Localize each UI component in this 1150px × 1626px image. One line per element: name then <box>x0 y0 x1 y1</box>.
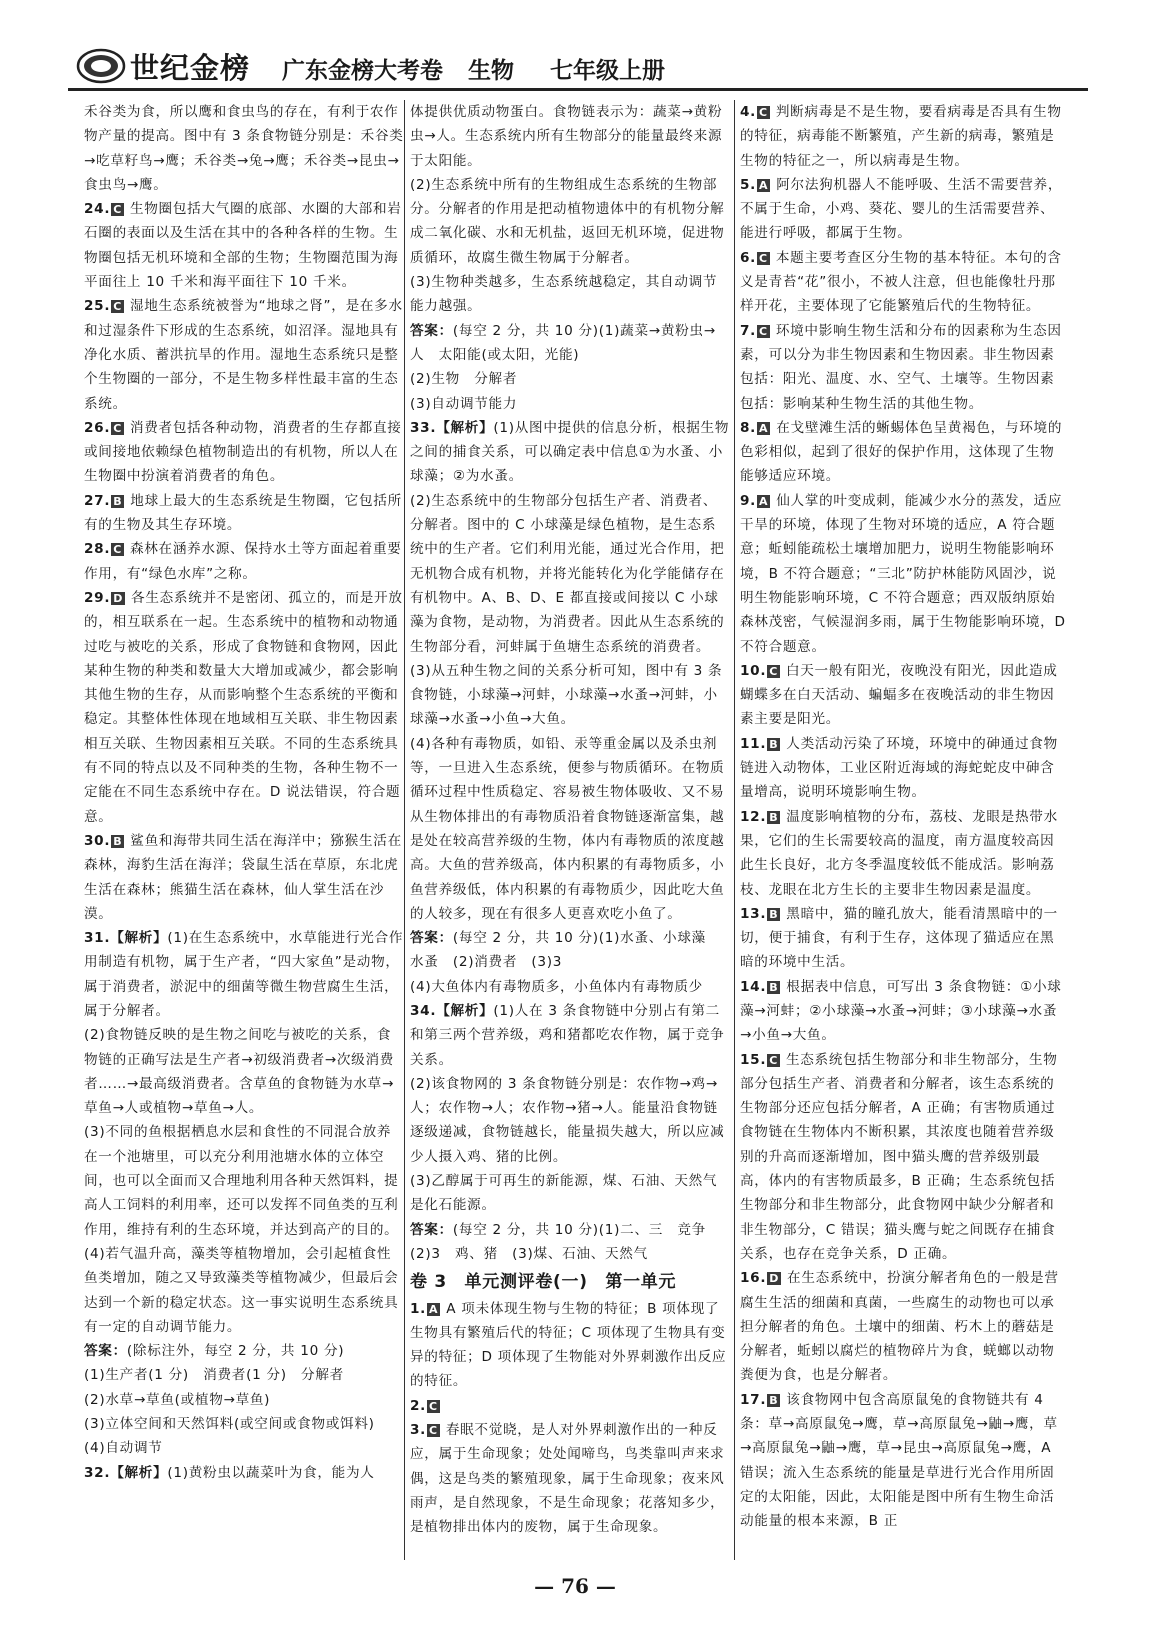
question-number: 32. <box>84 1464 111 1481</box>
answer-choice-badge: A <box>759 178 769 192</box>
answer-paragraph <box>84 1023 404 1120</box>
answer-paragraph <box>410 100 730 173</box>
answer-key-text: (2)水草→草鱼(或植物→草鱼) <box>84 1391 271 1408</box>
answer-paragraph <box>740 319 1068 416</box>
answer-choice-badge: C <box>113 543 122 557</box>
answer-choice-badge: B <box>769 907 779 921</box>
question-number: 31. <box>84 930 111 947</box>
answer-item <box>740 489 1068 659</box>
explanation-text: (2)生态系统中的生物部分包括生产者、消费者、分解者。图中的 C 小球藻是绿色植物，是生态系统中的生产者。它们利用光能，通过光合作用，把无机物合成有机物，并将光能转化为化学能储存在有机物中。A、B、D、E 都直接或间接以 C 小球藻为食物，是动物，为消费者。因此从生态系统的生物部分看，河蚌属于鱼塘生态系统的消费者。 <box>410 492 725 655</box>
answer-choice-badge: C <box>759 324 768 338</box>
answer-item <box>740 659 1068 732</box>
analysis-tag: 【解析】 <box>110 930 168 947</box>
answer-key-line <box>84 1436 404 1460</box>
analysis-tag: 【解析】 <box>110 1464 168 1481</box>
answer-item <box>84 489 404 538</box>
question-number: 13. <box>740 905 767 922</box>
explanation-text: (3)生物种类越多，生态系统越稳定，其自动调节能力越强。 <box>410 274 718 315</box>
brand-logo-icon <box>76 48 126 84</box>
question-number: 24. <box>84 201 111 218</box>
answer-item <box>410 100 730 416</box>
answer-item <box>740 805 1068 902</box>
answer-item <box>740 902 1068 975</box>
answer-choice-badge: C <box>113 300 122 314</box>
answer-item <box>740 975 1068 1048</box>
explanation-text: 黑暗中，猫的瞳孔放大，能看清黑暗中的一切，便于捕食，有利于生存，这体现了猫适应在黑暗的环境中生活。 <box>740 905 1058 971</box>
answer-item <box>740 732 1068 805</box>
answer-item <box>410 1297 730 1394</box>
analysis-tag: 【解析】 <box>436 1002 494 1019</box>
explanation-text: 地球上最大的生态系统是生物圈，它包括所有的生物及其生存环境。 <box>84 492 402 534</box>
answer-choice-badge: C <box>113 203 122 217</box>
explanation-text: (2)生态系统中所有的生物组成生态系统的生物部分。分解者的作用是把动植物遗体中的有机物分解成二氧化碳、水和无机盐，返回无机环境，促进物质循环，故腐生微生物属于分解者。 <box>410 176 725 266</box>
answer-paragraph <box>410 270 730 319</box>
column-divider <box>404 100 405 1560</box>
answer-choice-badge: C <box>113 421 122 435</box>
answer-label: 答案： <box>84 1343 127 1360</box>
brand-name: 世纪金榜 <box>130 51 251 85</box>
answer-paragraph <box>84 416 404 489</box>
question-number: 10. <box>740 662 767 679</box>
question-number: 14. <box>740 978 767 995</box>
question-number: 12. <box>740 808 767 825</box>
answer-label: 答案： <box>410 1221 453 1238</box>
answer-key-text: (每空 2 分，共 10 分)(1)二、三 竞争 (2)3 鸡、猪 (3)煤、石油、天然气 <box>410 1221 721 1262</box>
answer-item <box>84 926 404 1461</box>
answer-paragraph <box>410 173 730 270</box>
answer-paragraph <box>740 659 1068 732</box>
explanation-text: 森林在涵养水源、保持水土等方面起着重要作用，有“绿色水库”之称。 <box>84 541 402 582</box>
answer-paragraph <box>84 489 404 538</box>
answer-paragraph <box>740 975 1068 1048</box>
grade-label: 七年级上册 <box>550 57 665 84</box>
answer-paragraph <box>410 999 730 1072</box>
question-number: 1. <box>410 1300 427 1317</box>
answer-key-line <box>410 926 730 975</box>
answer-choice-badge: A <box>759 494 769 508</box>
explanation-text: 春眠不觉晓，是人对外界刺激作出的一种反应，属于生命现象；处处闻啼鸟，鸟类靠叫声来求偶，这是鸟类的繁殖现象，属于生命现象；夜来风雨声，是自然现象，不是生命现象；花落知多少，是植物排出体内的废物，属于生命现象。 <box>410 1422 725 1536</box>
answer-item <box>740 1048 1068 1267</box>
answer-paragraph <box>740 173 1068 246</box>
explanation-text: 判断病毒是不是生物，要看病毒是否具有生物的特征，病毒能不断繁殖，产生新的病毒，繁殖是生物的特征之一，所以病毒是生物。 <box>740 104 1062 169</box>
question-number: 4. <box>740 104 757 120</box>
answer-item <box>84 100 404 197</box>
answer-key-line <box>84 1339 404 1363</box>
answer-key-line <box>84 1363 404 1387</box>
answer-item <box>84 416 404 489</box>
question-number: 33. <box>410 419 437 436</box>
question-number: 6. <box>740 249 757 266</box>
explanation-text: 在生态系统中，扮演分解者角色的一般是营腐生生活的细菌和真菌，一些腐生的动物也可以承担分解者的角色。土壤中的细菌、朽木上的蘑菇是分解者，蚯蚓以腐烂的植物碎片为食，蜣螂以动物粪便为食，也是分解者。 <box>740 1270 1059 1384</box>
explanation-text: 湿地生态系统被誉为“地球之肾”，是在多水和过湿条件下形成的生态系统，如沼泽。湿地具有净化水质、蓄洪抗旱的作用。湿地生态系统只是整个生物圈的一部分，不是生物多样性最丰富的生态系统。 <box>84 298 403 412</box>
column-divider <box>734 100 735 1560</box>
answer-choice-badge: D <box>113 591 124 605</box>
answer-paragraph <box>84 829 404 926</box>
answer-key-line <box>410 1218 730 1267</box>
answer-paragraph <box>410 1418 730 1539</box>
answer-choice-badge: B <box>769 737 779 751</box>
answer-paragraph <box>410 416 730 489</box>
answer-key-text: (除标注外，每空 2 分，共 10 分) <box>126 1343 345 1360</box>
explanation-text: 鲨鱼和海带共同生活在海洋中；猕猴生活在森林，海豹生活在海洋；袋鼠生活在草原，东北虎生活在森林；熊猫生活在森林，仙人掌生活在沙漠。 <box>84 832 402 922</box>
answer-key-text: (2)生物 分解者 <box>410 371 518 388</box>
answer-item <box>410 1418 730 1539</box>
explanation-text: 体提供优质动物蛋白。食物链表示为：蔬菜→黄粉虫→人。生态系统内所有生物部分的能量最终来源于太阳能。 <box>410 104 723 169</box>
answer-paragraph <box>740 246 1068 319</box>
question-number: 29. <box>84 589 111 606</box>
answer-paragraph <box>410 732 730 926</box>
answer-choice-badge: C <box>769 1053 778 1067</box>
question-number: 17. <box>740 1391 767 1408</box>
explanation-text: 生物圈包括大气圈的底部、水圈的大部和岩石圈的表面以及生活在其中的各种各样的生物。生物圈包括无机环境和全部的生物；生物圈范围为海平面往上 10 千米和海平面往下 10 千米。 <box>84 201 402 291</box>
answer-paragraph <box>740 805 1068 902</box>
answer-paragraph <box>410 1169 730 1218</box>
answer-item <box>84 829 404 926</box>
explanation-text: (3)不同的鱼根据栖息水层和食性的不同混合放养在一个池塘里，可以充分利用池塘水体的立体空间，也可以全面而又合理地利用各种天然饵料，提高人工饲料的利用率，还可以发挥不同鱼类的互利作用，维持有利的生态环境，并达到高产的目的。 <box>84 1124 399 1238</box>
answer-choice-badge: C <box>429 1424 438 1438</box>
question-number: 30. <box>84 832 111 849</box>
column-left <box>84 100 404 1485</box>
answer-key-text: (4)大鱼体内有毒物质多，小鱼体内有毒物质少 <box>410 978 703 995</box>
answer-choice-badge: B <box>769 980 779 994</box>
answer-key-text: (每空 2 分，共 10 分)(1)水蚤、小球藻 水蚤 (2)消费者 (3)3 <box>410 930 721 971</box>
explanation-text: 该食物网中包含高原鼠兔的食物链共有 4 条：草→高原鼠兔→鹰，草→高原鼠兔→鼬→鹰，草→高原鼠兔→鼬→鹰，草→昆虫→高原鼠兔→鹰，A 错误；流入生态系统的能量是草进行光合作用所固定的太阳能，因此，太阳能是图中所有生物生命活动能量的根本来源，B 正 <box>740 1391 1058 1530</box>
question-number: 7. <box>740 322 757 339</box>
answer-paragraph <box>84 294 404 415</box>
explanation-text: (4)各种有毒物质，如铅、汞等重金属以及杀虫剂等，一旦进入生态系统，便参与物质循环。在物质循环过程中性质稳定、容易被生物体吸收、又不易从生物体排出的有毒物质沿着食物链逐渐富集，越是处在较高营养级的生物，体内有毒物质的浓度越高。大鱼的营养级高，体内积累的有毒物质多，小鱼营养级低，体内积累的有毒物质少，因此吃大鱼的人较多，现在有很多人更喜欢吃小鱼了。 <box>410 735 725 922</box>
explanation-text: 生态系统包括生物部分和非生物部分，生物部分包括生产者、消费者和分解者，该生态系统的生物部分还应包括分解者，A 正确；有害物质通过食物链在生物体内不断积累，其浓度也随着营养级别的升高而逐渐增加，图中猫头鹰的营养级别最高，体内的有害物质最多，B 正确；生态系统包括生物部分和非生物部分，此食物网中缺少分解者和非生物部分，C 错误；猫头鹰与蛇之间既存在捕食关系，也存在竞争关系，D 正确。 <box>740 1051 1058 1262</box>
answer-choice-badge: C <box>759 106 768 119</box>
explanation-text: (2)食物链反映的是生物之间吃与被吃的关系，食物链的正确写法是生产者→初级消费者→次级消费者……→最高级消费者。含草鱼的食物链为水草→草鱼→人或植物→草鱼→人。 <box>84 1027 395 1117</box>
answer-paragraph <box>84 1242 404 1339</box>
answer-choice-badge: C <box>759 251 768 265</box>
answer-item <box>84 586 404 829</box>
answer-paragraph <box>410 1072 730 1169</box>
answer-paragraph <box>740 732 1068 805</box>
explanation-text: (3)从五种生物之间的关系分析可知，图中有 3 条食物链，小球藻→河蚌，小球藻→水蚤→河蚌，小球藻→水蚤→小鱼→大鱼。 <box>410 662 723 728</box>
answer-choice-badge: C <box>769 664 778 678</box>
page-number: — 76 — <box>534 1574 616 1598</box>
answer-paragraph <box>84 1461 404 1485</box>
answer-label: 答案： <box>410 322 453 339</box>
answer-key-line <box>410 367 730 391</box>
answer-item <box>740 100 1068 173</box>
question-number: 8. <box>740 419 757 436</box>
book-title: 广东金榜大考卷 <box>282 57 443 84</box>
answer-paragraph <box>740 489 1068 659</box>
answer-choice-badge: B <box>113 494 123 508</box>
answer-paragraph <box>84 100 404 197</box>
explanation-text: (2)该食物网的 3 条食物链分别是：农作物→鸡→人；农作物→人；农作物→猪→人。能量沿食物链逐级递减，食物链越长，能量损失越大，所以应减少人摄入鸡、猪的比例。 <box>410 1075 725 1165</box>
answer-key-text: (1)生产者(1 分) 消费者(1 分) 分解者 <box>84 1367 344 1384</box>
header-rule <box>68 88 1088 91</box>
explanation-text: 本题主要考查区分生物的基本特征。本句的含义是青苔“花”很小，不被人注意，但也能像牡丹那样开花，主要体现了它能繁殖后代的生物特征。 <box>740 249 1062 315</box>
answer-paragraph <box>410 489 730 659</box>
explanation-text: 禾谷类为食，所以鹰和食虫鸟的存在，有利于农作物产量的提高。图中有 3 条食物链分别是：禾谷类→吃草籽鸟→鹰；禾谷类→兔→鹰；禾谷类→昆虫→食虫鸟→鹰。 <box>84 104 404 193</box>
answer-paragraph <box>740 1388 1068 1534</box>
explanation-text: 人类活动污染了环境，环境中的砷通过食物链进入动物体，工业区附近海域的海蛇蛇皮中砷含量增高，说明环境影响生物。 <box>740 735 1058 801</box>
question-number: 15. <box>740 1051 767 1068</box>
answer-key-line <box>84 1412 404 1436</box>
explanation-text: 阿尔法狗机器人不能呼吸、生活不需要营养，不属于生命，小鸡、葵花、婴儿的生活需要营养、能进行呼吸，都属于生物。 <box>740 176 1063 242</box>
answer-item <box>740 173 1068 246</box>
explanation-text: (1)黄粉虫以蔬菜叶为食，能为人 <box>167 1464 375 1481</box>
answer-item <box>740 1266 1068 1387</box>
answer-item <box>84 197 404 294</box>
question-number: 25. <box>84 298 111 315</box>
explanation-text: (4)若气温升高，藻类等植物增加，会引起植食性鱼类增加，随之又导致藻类等植物减少，但最后会达到一个新的稳定状态。这一事实说明生态系统具有一定的自动调节能力。 <box>84 1245 399 1335</box>
answer-paragraph <box>84 1120 404 1241</box>
explanation-text: 各生态系统并不是密闭、孤立的，而是开放的，相互联系在一起。生态系统中的植物和动物通过吃与被吃的关系，形成了食物链和食物网，因此某种生物的种类和数量大大增加或减少，都会影响其他生物的生存，从而影响整个生态系统的平衡和稳定。其整体性体现在地域相互关联、非生物因素相互关联、生物因素相互关联。不同的生态系统具有不同的特点以及不同种类的生物，各种生物不一定能在不同生态系统中存在。D 说法错误，符合题意。 <box>84 589 403 825</box>
page-header <box>68 44 1088 96</box>
question-number: 27. <box>84 492 111 509</box>
explanation-text: 温度影响植物的分布，荔枝、龙眼是热带水果，它们的生长需要较高的温度，南方温度较高因此生长良好，北方冬季温度较低不能成活。影响荔枝、龙眼在北方生长的主要非生物因素是温度。 <box>740 808 1058 898</box>
answer-choice-badge: A <box>429 1302 439 1316</box>
question-number: 34. <box>410 1002 437 1019</box>
subject-label: 生物 <box>468 57 514 84</box>
answer-key-line <box>84 1388 404 1412</box>
answer-choice-badge: B <box>769 810 779 824</box>
answer-paragraph <box>740 1266 1068 1387</box>
question-number: 16. <box>740 1270 767 1287</box>
explanation-text: 仙人掌的叶变成刺，能减少水分的蒸发，适应干旱的环境，体现了生物对环境的适应，A 符合题意；蚯蚓能疏松土壤增加肥力，说明生物能影响环境，B 不符合题意；“三北”防护林能防风固沙，说明生物能影响环境，C 不符合题意；西双版纳原始森林茂密，气候湿润多雨，属于生物能影响环境，D 不符合题意。 <box>740 492 1066 655</box>
explanation-text: (1)从图中提供的信息分析，根据生物之间的捕食关系，可以确定表中信息①为水蚤、小球藻；②为水蚤。 <box>410 419 730 485</box>
answer-choice-badge: B <box>769 1393 779 1407</box>
answer-key-line <box>410 392 730 416</box>
answer-item <box>84 537 404 586</box>
answer-paragraph <box>740 100 1068 173</box>
answer-item <box>410 1394 730 1418</box>
answer-item <box>410 999 730 1266</box>
answer-paragraph <box>84 537 404 586</box>
answer-paragraph <box>84 926 404 1023</box>
answer-key-text: (3)自动调节能力 <box>410 395 518 412</box>
question-number: 9. <box>740 492 757 509</box>
question-number: 26. <box>84 419 111 436</box>
answer-item <box>740 416 1068 489</box>
question-number: 2. <box>410 1397 427 1414</box>
answer-item <box>740 1388 1068 1534</box>
answer-paragraph <box>740 902 1068 975</box>
answer-choice-badge: D <box>769 1272 780 1286</box>
answer-paragraph <box>84 586 404 829</box>
question-number: 3. <box>410 1422 427 1439</box>
answer-key-text: (4)自动调节 <box>84 1440 163 1457</box>
answer-paragraph <box>410 659 730 732</box>
explanation-text: A 项未体现生物与生物的特征；B 项体现了生物具有繁殖后代的特征；C 项体现了生物具有变异的特征；D 项体现了生物能对外界刺激作出反应的特征。 <box>410 1300 727 1390</box>
answer-key-text: (3)立体空间和天然饵料(或空间或食物或饵料) <box>84 1416 375 1433</box>
answer-item <box>740 319 1068 416</box>
answer-item <box>740 246 1068 319</box>
explanation-text: (3)乙醇属于可再生的新能源，煤、石油、天然气是化石能源。 <box>410 1173 718 1214</box>
answer-item <box>84 294 404 415</box>
question-number: 5. <box>740 176 757 193</box>
analysis-tag: 【解析】 <box>436 419 494 436</box>
answer-paragraph <box>410 1297 730 1394</box>
answer-choice-badge: A <box>759 421 769 435</box>
answer-paragraph <box>84 197 404 294</box>
answer-item <box>84 1461 404 1485</box>
answer-choice-badge: C <box>429 1399 438 1413</box>
explanation-text: 白天一般有阳光，夜晚没有阳光，因此造成蝴蝶多在白天活动、蝙蝠多在夜晚活动的非生物因素主要是阳光。 <box>740 662 1058 728</box>
answer-paragraph <box>740 416 1068 489</box>
explanation-text: 环境中影响生物生活和分布的因素称为生态因素，可以分为非生物因素和生物因素。非生物因素包括：阳光、温度、水、空气、土壤等。生物因素包括：影响某种生物生活的其他生物。 <box>740 322 1062 412</box>
answer-label: 答案： <box>410 930 453 947</box>
answer-key-line <box>410 319 730 368</box>
explanation-text: (1)在生态系统中，水草能进行光合作用制造有机物，属于生产者，“四大家鱼”是动物，属于消费者，淤泥中的细菌等微生物营腐生生活，属于分解者。 <box>84 930 404 1019</box>
answer-paragraph <box>740 1048 1068 1267</box>
explanation-text: 消费者包括各种动物，消费者的生存都直接或间接地依赖绿色植物制造出的有机物，所以人在生物圈中扮演着消费者的角色。 <box>84 419 402 485</box>
section-heading: 卷 3 单元测评卷(一) 第一单元 <box>410 1272 677 1293</box>
explanation-text: (1)人在 3 条食物链中分别占有第二和第三两个营养级，鸡和猪都吃农作物，属于竞争关系。 <box>410 1002 725 1068</box>
answer-paragraph <box>410 1394 730 1418</box>
explanation-text: 在戈壁滩生活的蜥蜴体色呈黄褐色，与环境的色彩相似，起到了很好的保护作用，这体现了生物能够适应环境。 <box>740 419 1063 485</box>
explanation-text: 根据表中信息，可写出 3 条食物链：①小球藻→河蚌；②小球藻→水蚤→河蚌；③小球藻→水蚤→小鱼→大鱼。 <box>740 978 1062 1044</box>
answer-item <box>410 416 730 999</box>
answer-key-line <box>410 975 730 999</box>
question-number: 11. <box>740 735 767 752</box>
answer-choice-badge: B <box>113 834 123 848</box>
answer-key-text: (每空 2 分，共 10 分)(1)蔬菜→黄粉虫→人 太阳能(或太阳，光能) <box>410 322 716 363</box>
question-number: 28. <box>84 541 111 558</box>
column-middle <box>410 100 730 1540</box>
column-right <box>740 100 1068 1534</box>
